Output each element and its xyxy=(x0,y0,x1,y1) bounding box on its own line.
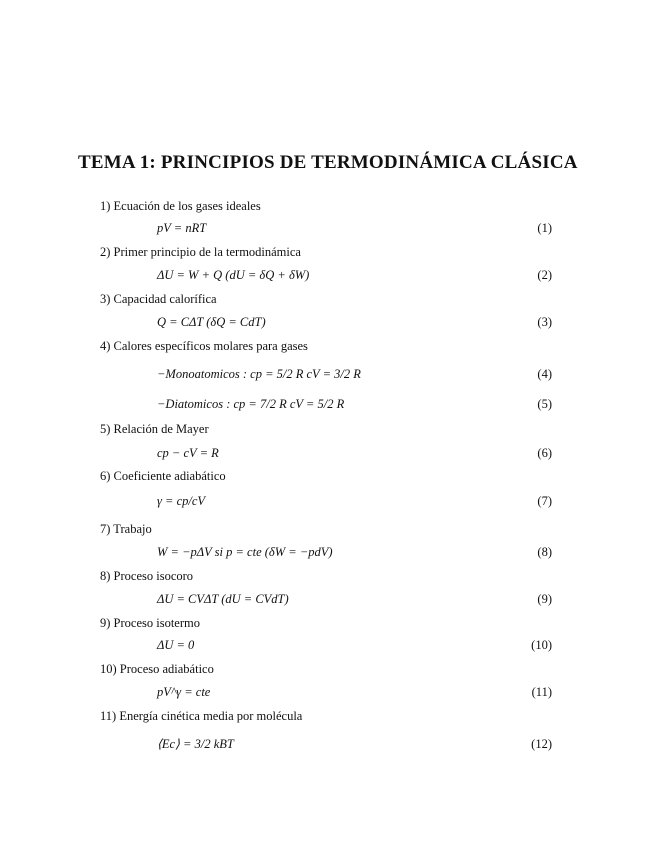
item-label-6: 6) Coeficiente adiabático xyxy=(100,469,226,483)
item-label-9: 9) Proceso isotermo xyxy=(100,616,200,630)
equation-12: ⟨Ec⟩ = 3/2 kBT xyxy=(157,737,234,751)
equation-number-2: (2) xyxy=(537,268,552,282)
equation-2: ΔU = W + Q (dU = δQ + δW) xyxy=(157,268,310,282)
equation-3: Q = CΔT (δQ = CdT) xyxy=(157,315,266,329)
equation-number-9: (9) xyxy=(537,592,552,606)
equation-number-10: (10) xyxy=(531,638,552,652)
item-label-2: 2) Primer principio de la termodinámica xyxy=(100,245,301,259)
item-label-4: 4) Calores específicos molares para gases xyxy=(100,339,308,353)
equation-number-5: (5) xyxy=(537,397,552,411)
equation-11: pV^γ = cte xyxy=(157,685,211,699)
equation-6: cp − cV = R xyxy=(157,446,219,460)
item-label-11: 11) Energía cinética media por molécula xyxy=(100,709,303,723)
equation-number-7: (7) xyxy=(537,494,552,508)
equation-number-1: (1) xyxy=(537,221,552,235)
item-label-3: 3) Capacidad calorífica xyxy=(100,292,217,306)
equation-8: W = −pΔV si p = cte (δW = −pdV) xyxy=(157,545,333,559)
equation-number-8: (8) xyxy=(537,545,552,559)
equation-4: −Monoatomicos : cp = 5/2 R cV = 3/2 R xyxy=(157,367,361,381)
equation-7: γ = cp/cV xyxy=(157,494,206,508)
equation-number-6: (6) xyxy=(537,446,552,460)
item-label-1: 1) Ecuación de los gases ideales xyxy=(100,199,261,213)
document-title: TEMA 1: PRINCIPIOS DE TERMODINÁMICA CLÁSICA xyxy=(78,152,578,173)
item-label-5: 5) Relación de Mayer xyxy=(100,422,209,436)
equation-10: ΔU = 0 xyxy=(157,638,195,652)
item-label-8: 8) Proceso isocoro xyxy=(100,569,194,583)
equation-number-4: (4) xyxy=(537,367,552,381)
equation-number-11: (11) xyxy=(531,685,552,699)
equation-number-12: (12) xyxy=(531,737,552,751)
equation-5: −Diatomicos : cp = 7/2 R cV = 5/2 R xyxy=(157,397,345,411)
equation-1: pV = nRT xyxy=(157,221,207,235)
equation-number-3: (3) xyxy=(537,315,552,329)
equation-9: ΔU = CVΔT (dU = CVdT) xyxy=(157,592,289,606)
item-label-10: 10) Proceso adiabático xyxy=(100,662,214,676)
item-label-7: 7) Trabajo xyxy=(100,522,152,536)
